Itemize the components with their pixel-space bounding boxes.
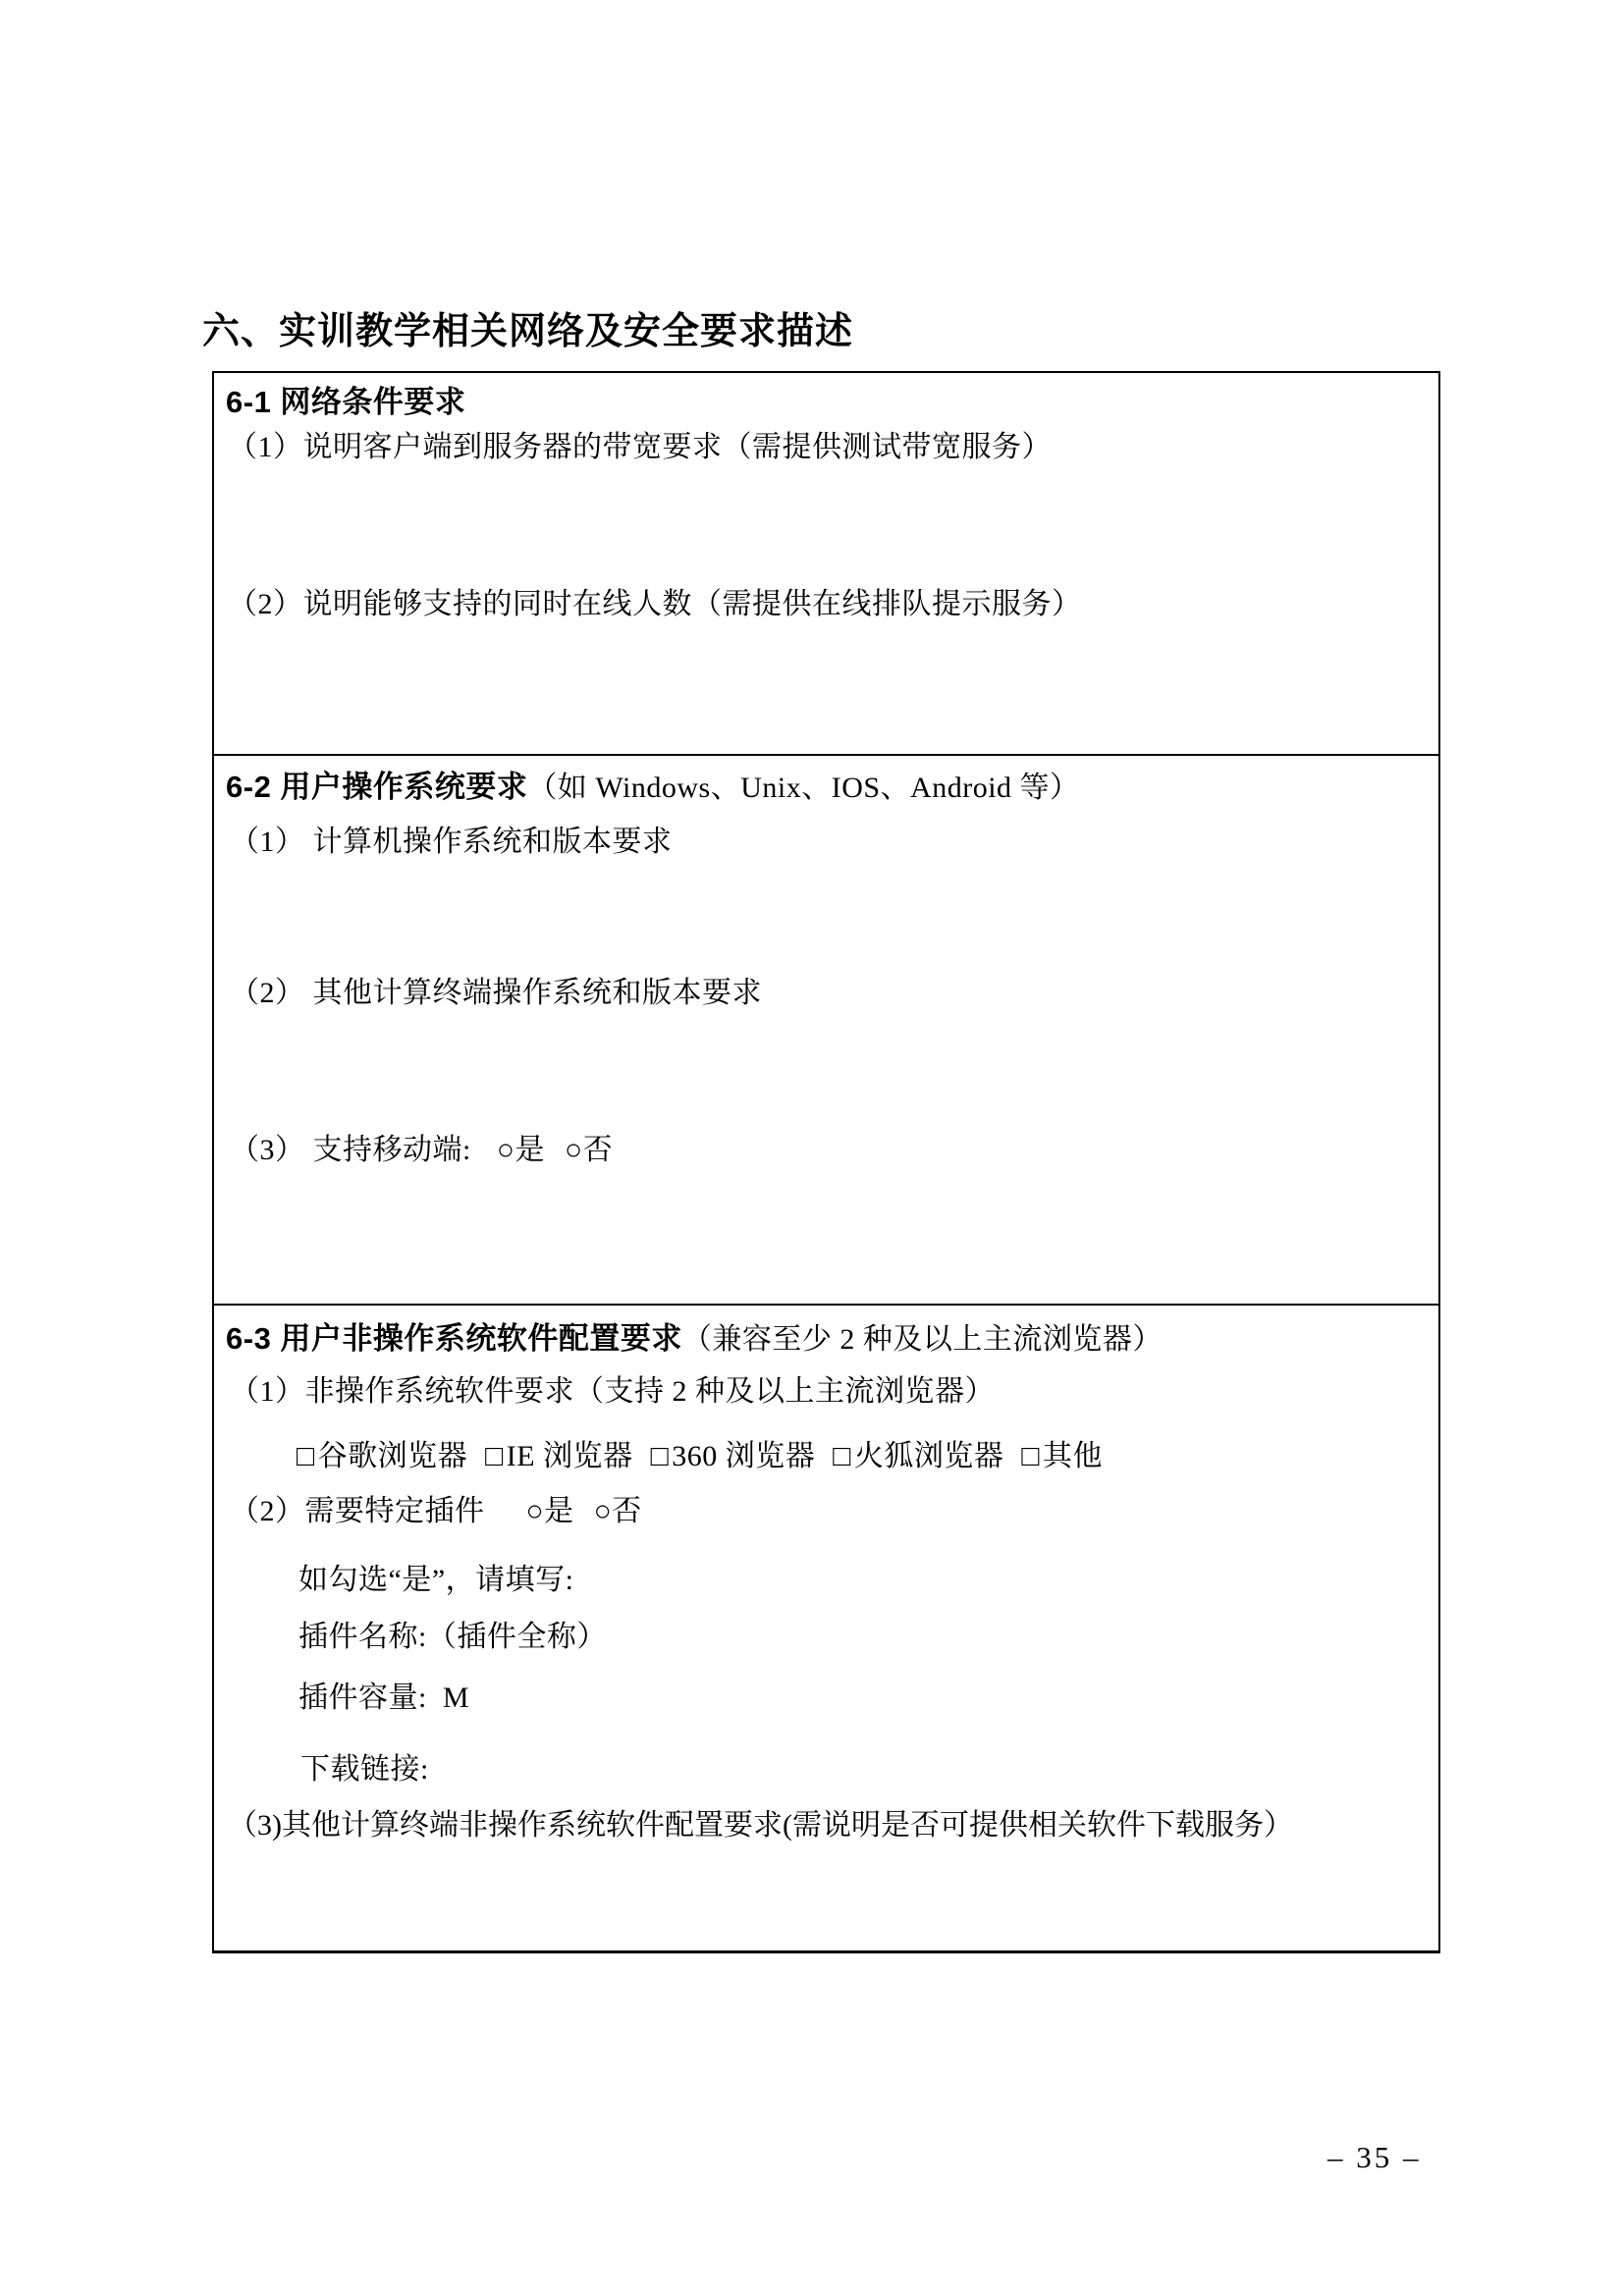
checkbox-icon: □	[650, 1440, 670, 1472]
fill-hint-text: 如勾选“是”，请填写:	[298, 1564, 574, 1596]
section-6-2-item-1: （1） 计算机操作系统和版本要求	[230, 826, 673, 858]
mobile-support-label: （3） 支持移动端:	[230, 1134, 471, 1166]
radio-icon: ○	[496, 1134, 515, 1166]
radio-icon: ○	[564, 1134, 583, 1166]
requirements-table	[212, 371, 1440, 1953]
plugin-required-label: （2）需要特定插件	[230, 1495, 485, 1527]
plugin-size-label: 插件容量:	[298, 1682, 427, 1714]
section-6-2-note: （如 Windows、Unix、IOS、Android 等）	[527, 772, 1080, 804]
plugin-size-unit: M	[442, 1682, 470, 1714]
section-6-3-item-1: （1）非操作系统软件要求（支持 2 种及以上主流浏览器）	[230, 1375, 995, 1408]
plugin-no-label: 否	[612, 1495, 642, 1527]
browser-ie-checkbox[interactable]	[485, 1439, 632, 1474]
browser-360-checkbox[interactable]	[651, 1439, 816, 1474]
mobile-support-yes-label: 是	[514, 1134, 545, 1166]
browser-firefox-label: 火狐浏览器	[853, 1440, 1004, 1472]
browser-other-label: 其他	[1042, 1440, 1103, 1472]
browser-360-label: 360 浏览器	[672, 1440, 816, 1472]
browser-other-checkbox[interactable]	[1021, 1439, 1103, 1474]
checkbox-icon: □	[833, 1440, 851, 1472]
browser-chrome-checkbox[interactable]	[297, 1439, 467, 1474]
plugin-yes-radio[interactable]	[526, 1494, 574, 1529]
browser-ie-label: IE 浏览器	[506, 1440, 633, 1472]
checkbox-icon: □	[297, 1440, 315, 1472]
mobile-support-yes-radio[interactable]	[497, 1133, 545, 1168]
page-title: 六、实训教学相关网络及安全要求描述	[202, 311, 854, 352]
plugin-required-row	[230, 1494, 642, 1529]
page-number: – 35 –	[1327, 2140, 1422, 2174]
table-row-os-requirements	[214, 756, 1438, 1306]
section-6-3-header-line	[226, 1321, 1163, 1358]
radio-icon: ○	[593, 1495, 613, 1527]
section-6-3-header: 6-3 用户非操作系统软件配置要求	[226, 1321, 682, 1356]
section-6-1-item-2: （2）说明能够支持的同时在线人数（需提供在线排队提示服务）	[228, 588, 1082, 620]
section-6-2-header: 6-2 用户操作系统要求	[226, 770, 528, 804]
download-link-label: 下载链接:	[300, 1753, 429, 1786]
mobile-support-no-radio[interactable]	[565, 1133, 613, 1168]
table-row-network-requirements	[214, 373, 1438, 756]
browser-firefox-checkbox[interactable]	[833, 1439, 1003, 1474]
plugin-yes-label: 是	[544, 1495, 574, 1527]
section-6-3-note: （兼容至少 2 种及以上主流浏览器）	[681, 1323, 1163, 1356]
section-6-2-item-2: （2） 其他计算终端操作系统和版本要求	[230, 977, 762, 1009]
section-6-1-item-1: （1）说明客户端到服务器的带宽要求（需提供测试带宽服务）	[228, 431, 1052, 463]
plugin-name-field-label: 插件名称:（插件全称）	[298, 1621, 607, 1653]
section-6-2-header-line	[226, 770, 1080, 806]
section-6-2-item-3	[230, 1133, 613, 1168]
checkbox-icon: □	[1021, 1440, 1040, 1472]
checkbox-icon: □	[485, 1440, 504, 1472]
section-6-3-item-3: （3)其他计算终端非操作系统软件配置要求(需说明是否可提供相关软件下载服务）	[228, 1809, 1293, 1842]
browser-chrome-label: 谷歌浏览器	[317, 1440, 468, 1472]
section-6-1-header: 6-1 网络条件要求	[226, 385, 466, 419]
mobile-support-no-label: 否	[582, 1134, 614, 1166]
plugin-size-row	[298, 1681, 469, 1716]
radio-icon: ○	[525, 1495, 545, 1527]
plugin-no-radio[interactable]	[594, 1494, 642, 1529]
table-row-software-requirements	[214, 1306, 1438, 1949]
browser-options-row	[297, 1439, 1120, 1474]
